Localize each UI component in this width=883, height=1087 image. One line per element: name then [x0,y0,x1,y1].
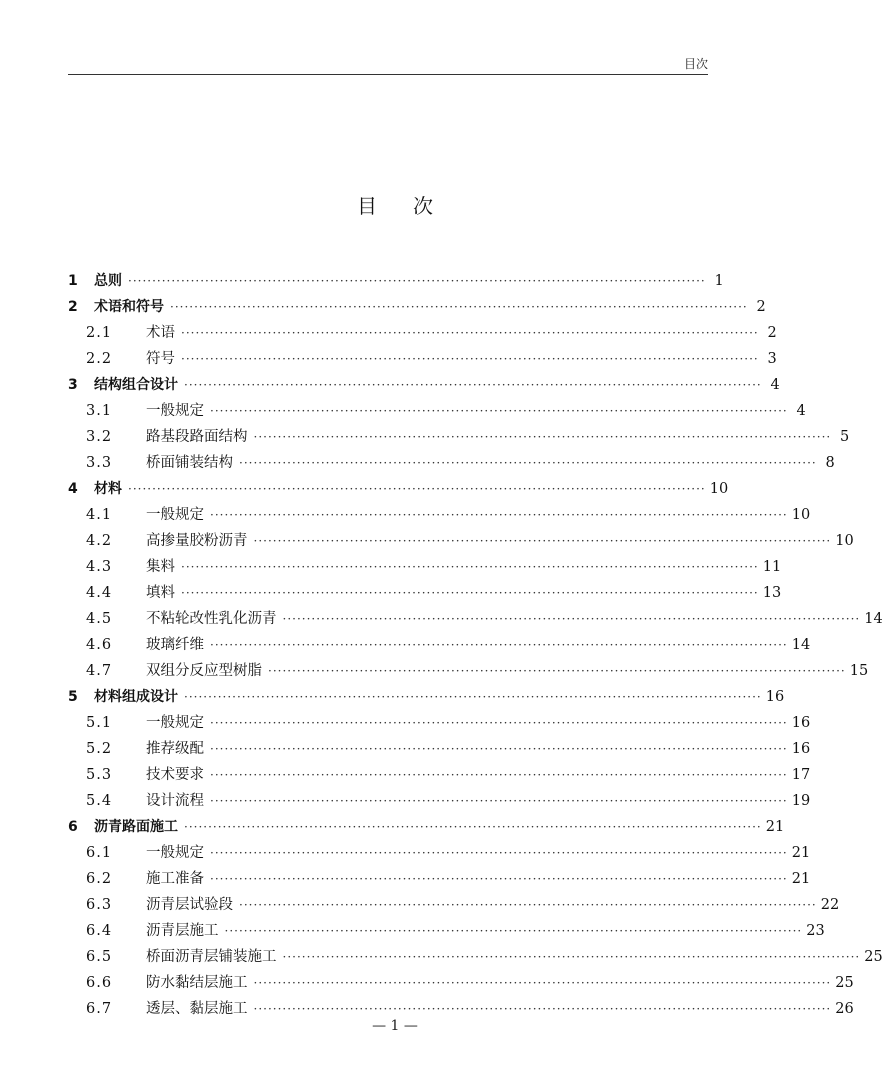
toc-entry-page: 8 [825,455,835,471]
toc-entry-page: 11 [762,559,782,575]
toc-dot-leader: ························································································································ [210,638,788,652]
toc-entry-page: 22 [820,897,840,913]
toc-dot-leader: ························································································································ [210,846,788,860]
toc-entry-title: 沥青层施工 [146,923,219,939]
toc-entry-page: 5 [840,429,850,445]
toc-dot-leader: ························································································································ [210,872,788,886]
toc-dot-leader: ························································································································ [184,820,762,834]
toc-dot-leader: ························································································································ [282,950,861,964]
toc-entry-page: 23 [806,923,825,939]
toc-entry-page: 2 [756,299,766,315]
toc-entry-number: 4.2 [86,533,113,549]
toc-entry[interactable] [68,970,854,996]
toc-entry-title: 设计流程 [146,793,204,809]
toc-entry[interactable] [68,944,883,970]
toc-entry-page: 14 [864,611,883,627]
toc-entry[interactable] [68,892,840,918]
page-title: 目次 [357,194,469,218]
toc-dot-leader: ························································································································ [128,482,706,496]
toc-entry-title: 一般规定 [146,403,204,419]
toc-entry-page: 3 [767,351,777,367]
toc-entry-number: 3.2 [86,429,113,445]
toc-dot-leader: ························································································································ [253,534,832,548]
toc-entry-page: 10 [791,507,811,523]
toc-entry-number: 3.1 [86,403,113,419]
toc-entry-title: 一般规定 [146,845,204,861]
toc-dot-leader: ························································································································ [184,378,762,392]
toc-entry-number: 6.5 [86,949,113,965]
toc-entry-number: 3 [68,377,78,393]
toc-dot-leader: ························································································································ [181,326,759,340]
toc-entry[interactable] [68,294,766,320]
toc-entry[interactable] [68,684,785,710]
toc-entry-page: 10 [835,533,854,549]
toc-entry-number: 6.7 [86,1001,113,1017]
toc-entry-title: 施工准备 [146,871,204,887]
toc-entry[interactable] [68,580,782,606]
toc-entry-page: 10 [709,481,729,497]
toc-dot-leader: ························································································································ [210,404,788,418]
toc-dot-leader: ························································································································ [210,508,788,522]
toc-entry-page: 21 [765,819,785,835]
toc-entry-title: 玻璃纤维 [146,637,204,653]
toc-entry[interactable] [68,736,811,762]
toc-entry-page: 13 [762,585,782,601]
toc-entry-title: 填料 [146,585,175,601]
toc-dot-leader: ························································································································ [170,300,748,314]
toc-entry-page: 1 [714,273,724,289]
toc-entry[interactable] [68,658,869,684]
toc-entry-title: 总则 [94,273,122,289]
toc-entry-page: 4 [796,403,806,419]
toc-entry-number: 6.3 [86,897,113,913]
toc-entry-page: 17 [791,767,811,783]
toc-dot-leader: ························································································································ [128,274,706,288]
toc-entry-title: 防水黏结层施工 [146,975,248,991]
toc-entry-page: 15 [849,663,869,679]
toc-entry-title: 术语 [146,325,175,341]
toc-entry-number: 6 [68,819,78,835]
toc-entry-title: 一般规定 [146,507,204,523]
toc-entry-page: 16 [791,741,811,757]
toc-dot-leader: ························································································································ [268,664,846,678]
header-rule [68,74,708,75]
toc-entry-page: 25 [835,975,854,991]
toc-entry-number: 2 [68,299,78,315]
toc-entry-number: 5.1 [86,715,113,731]
toc-entry-title: 推荐级配 [146,741,204,757]
toc-entry[interactable] [68,398,806,424]
toc-entry[interactable] [68,476,729,502]
toc-dot-leader: ························································································································ [253,976,832,990]
toc-entry[interactable] [68,814,785,840]
toc-entry[interactable] [68,918,825,944]
toc-entry-title: 符号 [146,351,175,367]
toc-entry-number: 5.4 [86,793,113,809]
toc-entry-number: 4.6 [86,637,113,653]
toc-dot-leader: ························································································································ [224,924,803,938]
toc-entry-title: 集料 [146,559,175,575]
toc-dot-leader: ························································································································ [253,430,832,444]
toc-entry-number: 6.6 [86,975,113,991]
toc-entry[interactable] [68,632,811,658]
toc-entry-title: 透层、黏层施工 [146,1001,248,1017]
toc-dot-leader: ························································································································ [239,898,817,912]
toc-entry-number: 1 [68,273,78,289]
toc-entry-title: 不粘轮改性乳化沥青 [146,611,277,627]
toc-entry-number: 2.2 [86,351,113,367]
toc-entry[interactable] [68,372,780,398]
toc-entry[interactable] [68,866,811,892]
toc-entry-page: 21 [791,845,811,861]
toc-entry-number: 5 [68,689,78,705]
toc-entry-number: 6.2 [86,871,113,887]
toc-entry-number: 4 [68,481,78,497]
toc-entry-page: 19 [791,793,811,809]
toc-dot-leader: ························································································································ [282,612,861,626]
toc-entry-page: 14 [791,637,811,653]
toc-dot-leader: ························································································································ [181,560,759,574]
toc-entry-page: 4 [770,377,780,393]
toc-entry-title: 术语和符号 [94,299,164,315]
toc-entry-number: 6.4 [86,923,113,939]
toc-entry-title: 高掺量胶粉沥青 [146,533,248,549]
toc-entry[interactable] [68,502,811,528]
toc-entry[interactable] [68,710,811,736]
toc-entry-number: 3.3 [86,455,113,471]
toc-entry[interactable] [68,788,811,814]
toc-entry-number: 4.5 [86,611,113,627]
page-number: — 1 — [372,1018,418,1034]
toc-entry-title: 材料组成设计 [94,689,178,705]
toc-dot-leader: ························································································································ [239,456,817,470]
toc-entry-number: 4.1 [86,507,113,523]
toc-entry-number: 4.7 [86,663,113,679]
toc-entry-page: 2 [767,325,777,341]
toc-entry-title: 结构组合设计 [94,377,178,393]
toc-entry-number: 5.3 [86,767,113,783]
toc-entry-title: 桥面铺装结构 [146,455,233,471]
toc-entry-number: 4.4 [86,585,113,601]
toc-entry-title: 材料 [94,481,122,497]
toc-entry-page: 16 [765,689,785,705]
toc-entry-number: 5.2 [86,741,113,757]
toc-entry-title: 技术要求 [146,767,204,783]
toc-dot-leader: ························································································································ [210,716,788,730]
toc-entry-number: 6.1 [86,845,113,861]
toc-entry-page: 26 [835,1001,854,1017]
toc-dot-leader: ························································································································ [210,768,788,782]
toc-entry-page: 25 [864,949,883,965]
table-of-contents [68,268,883,1022]
toc-dot-leader: ························································································································ [181,586,759,600]
toc-entry[interactable] [68,320,777,346]
toc-entry-page: 16 [791,715,811,731]
toc-entry[interactable] [68,346,777,372]
toc-dot-leader: ························································································································ [210,794,788,808]
toc-entry[interactable] [68,450,835,476]
toc-dot-leader: ························································································································ [184,690,762,704]
toc-dot-leader: ························································································································ [210,742,788,756]
toc-entry[interactable] [68,554,782,580]
toc-dot-leader: ························································································································ [181,352,759,366]
toc-entry[interactable] [68,840,811,866]
toc-entry-title: 沥青层试验段 [146,897,233,913]
toc-entry[interactable] [68,528,854,554]
toc-entry-title: 沥青路面施工 [94,819,178,835]
toc-entry-title: 桥面沥青层铺装施工 [146,949,277,965]
toc-entry[interactable] [68,424,850,450]
toc-entry-number: 4.3 [86,559,113,575]
toc-entry[interactable] [68,606,883,632]
toc-entry-title: 双组分反应型树脂 [146,663,262,679]
toc-entry-number: 2.1 [86,325,113,341]
toc-entry[interactable] [68,268,724,294]
toc-entry[interactable] [68,762,811,788]
toc-entry-page: 21 [791,871,811,887]
toc-entry-title: 一般规定 [146,715,204,731]
toc-entry-title: 路基段路面结构 [146,429,248,445]
running-header: 目次 [683,57,708,71]
toc-dot-leader: ························································································································ [253,1002,832,1016]
